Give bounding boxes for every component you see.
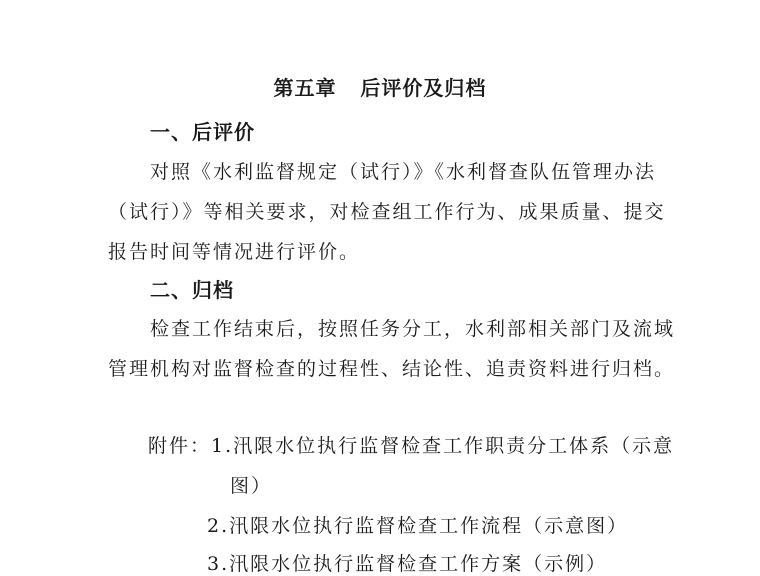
- attachment-line: 2.汛限水位执行监督检查工作流程（示意图）: [207, 515, 629, 537]
- paragraph-line: （试行）》等相关要求，对检查组工作行为、成果质量、提交: [108, 201, 666, 223]
- section-heading-post-evaluation: 一、后评价: [150, 120, 255, 144]
- attachment-line: 3.汛限水位执行监督检查工作方案（示例）: [207, 553, 608, 575]
- paragraph-line: 对照《水利监督规定（试行）》《水利督查队伍管理办法: [150, 161, 657, 183]
- attachment-line: 图）: [230, 475, 273, 497]
- paragraph-line: 检查工作结束后，按照任务分工，水利部相关部门及流域: [150, 318, 676, 340]
- chapter-title: 第五章 后评价及归档: [273, 76, 487, 100]
- attachment-line: 附件：1.汛限水位执行监督检查工作职责分工体系（示意: [148, 435, 675, 457]
- section-heading-archiving: 二、归档: [150, 278, 234, 302]
- paragraph-line: 管理机构对监督检查的过程性、结论性、追责资料进行归档。: [108, 358, 676, 380]
- paragraph-line: 报告时间等情况进行评价。: [108, 241, 361, 263]
